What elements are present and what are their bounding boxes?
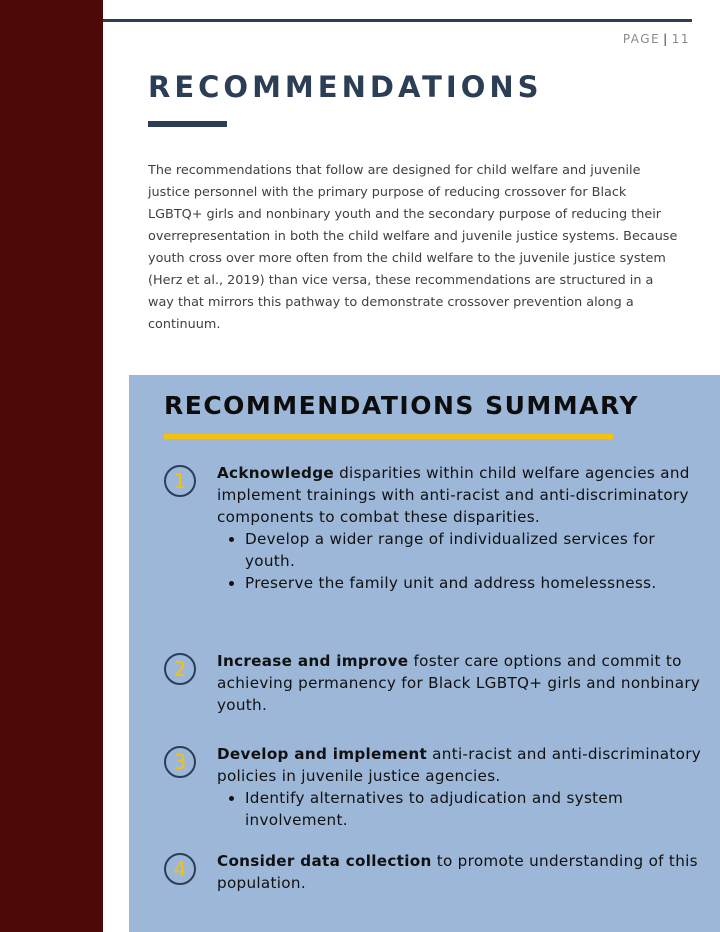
header-rule: [103, 19, 692, 22]
page-label: PAGE: [622, 32, 661, 46]
recommendation-text-2: [217, 650, 707, 716]
recommendation-bullets-3: [217, 787, 707, 831]
recommendation-body-1: disparities within child welfare agencies and implement trainings with anti-racist and anti-discriminatory components to combat these disparities.: [217, 464, 690, 526]
recommendation-body-4: to promote understanding of this population.: [217, 852, 698, 892]
page-separator: |: [663, 32, 669, 46]
recommendation-body-2: foster care options and commit to achieving permanency for Black LGBTQ+ girls and nonbinary youth.: [217, 652, 701, 714]
recommendation-bullets-1: [217, 528, 707, 594]
recommendation-body-3: anti-racist and anti-discriminatory policies in juvenile justice agencies.: [217, 745, 702, 785]
intro-paragraph: The recommendations that follow are designed for child welfare and juvenile justice personnel with the primary purpose of reducing crossover for Black LGBTQ+ girls and nonbinary youth and the secondary purpose of reducing their overrepresentation in both the child welfare and juvenile justice systems. Because youth cross over more often from the child welfare to the juvenile justice system (Herz et al., 2019) than vice versa, these recommendations are structured in a way that mirrors this pathway to demonstrate crossover prevention along a continuum.: [148, 163, 678, 332]
recommendation-text-4: [217, 850, 707, 894]
side-accent-bar: [0, 0, 103, 932]
page-number-value: 11: [671, 32, 690, 46]
title-underline: [148, 121, 227, 127]
recommendations-summary-box: [129, 375, 720, 932]
number-badge-2: 2: [164, 653, 196, 685]
recommendation-bold-1: Acknowledge: [217, 464, 334, 482]
number-badge-1: 1: [164, 465, 196, 497]
summary-title: RECOMMENDATIONS SUMMARY: [164, 391, 639, 420]
page-number: [623, 32, 690, 46]
recommendation-bold-2: Increase and improve: [217, 652, 409, 670]
number-badge-3: 3: [164, 746, 196, 778]
number-badge-4: 4: [164, 853, 196, 885]
recommendation-text-3: [217, 743, 707, 831]
summary-underline: [164, 434, 613, 439]
recommendation-bold-4: Consider data collection: [217, 852, 432, 870]
page-title: RECOMMENDATIONS: [148, 70, 543, 104]
bullet-item: • Preserve the family unit and address homelessness.: [245, 572, 707, 594]
bullet-item: • Identify alternatives to adjudication and system involvement.: [245, 787, 707, 831]
bullet-item: • Develop a wider range of individualized services for youth.: [245, 528, 707, 572]
recommendation-text-1: [217, 462, 707, 594]
recommendation-bold-3: Develop and implement: [217, 745, 428, 763]
